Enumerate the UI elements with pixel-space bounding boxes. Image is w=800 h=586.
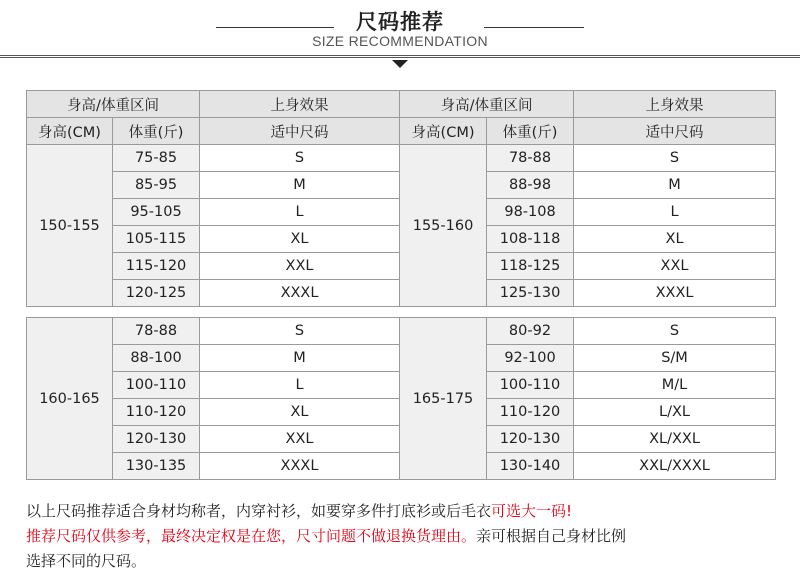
header-cell: 上身效果 [200,91,400,118]
divider-rule [0,57,800,58]
size-cell: S [574,145,776,172]
weight-cell: 108-118 [487,226,574,253]
weight-cell: 120-130 [113,426,200,453]
header-cell: 体重(斤) [487,118,574,145]
weight-cell: 88-100 [113,345,200,372]
note-text: 以上尺码推荐适合身材均称者，内穿衬衫，如要穿多件打底衫或后毛衣 [26,502,492,520]
height-range-cell: 160-165 [27,318,113,480]
weight-cell: 88-98 [487,172,574,199]
weight-cell: 120-130 [487,426,574,453]
weight-cell: 115-120 [113,253,200,280]
note-line [26,524,786,549]
weight-cell: 105-115 [113,226,200,253]
weight-cell: 85-95 [113,172,200,199]
size-cell: L [574,199,776,226]
size-cell: M [574,172,776,199]
weight-cell: 92-100 [487,345,574,372]
size-cell: S [200,145,400,172]
weight-cell: 100-110 [487,372,574,399]
size-cell: XXL/XXXL [574,453,776,480]
header-cell: 身高(CM) [27,118,113,145]
size-cell: XL [574,226,776,253]
weight-cell: 75-85 [113,145,200,172]
weight-cell: 130-135 [113,453,200,480]
size-cell: L/XL [574,399,776,426]
table-row [27,318,776,345]
size-cell: M/L [574,372,776,399]
arrow-down-icon [392,60,408,68]
table-row [27,145,776,172]
note-text: 亲可根据自己身材比例 [476,527,627,545]
note-highlight: 推荐尺码仅供参考，最终决定权是在您，尺寸问题不做退换货理由。 [26,527,477,545]
size-cell: L [200,372,400,399]
size-cell: XL [200,226,400,253]
header-cell: 身高(CM) [400,118,487,145]
divider-rule [0,55,800,56]
header-cell: 身高/体重区间 [27,91,200,118]
header-cell: 身高/体重区间 [400,91,574,118]
weight-cell: 78-88 [113,318,200,345]
size-cell: L [200,199,400,226]
weight-cell: 130-140 [487,453,574,480]
height-range-cell: 150-155 [27,145,113,307]
size-cell: XL/XXL [574,426,776,453]
header-cell: 体重(斤) [113,118,200,145]
size-cell: XXXL [200,280,400,307]
size-cell: XXL [200,426,400,453]
weight-cell: 95-105 [113,199,200,226]
weight-cell: 78-88 [487,145,574,172]
size-cell: S/M [574,345,776,372]
size-cell: M [200,172,400,199]
weight-cell: 110-120 [113,399,200,426]
size-cell: S [574,318,776,345]
note-text: 选择不同的尺码。 [26,552,147,570]
header-cell: 适中尺码 [200,118,400,145]
size-notes [26,499,786,574]
weight-cell: 125-130 [487,280,574,307]
size-cell: XL [200,399,400,426]
weight-cell: 118-125 [487,253,574,280]
table-header-row [27,91,776,118]
size-table-bottom [26,317,776,480]
size-cell: XXXL [574,280,776,307]
note-highlight: 可选大一码! [491,502,573,520]
page-subtitle: SIZE RECOMMENDATION [312,33,488,49]
weight-cell: 120-125 [113,280,200,307]
size-cell: S [200,318,400,345]
height-range-cell: 165-175 [400,318,487,480]
size-cell: XXL [574,253,776,280]
weight-cell: 100-110 [113,372,200,399]
weight-cell: 80-92 [487,318,574,345]
height-range-cell: 155-160 [400,145,487,307]
page-title: 尺码推荐 [356,10,444,34]
header-cell: 上身效果 [574,91,776,118]
size-cell: XXL [200,253,400,280]
header-cell: 适中尺码 [574,118,776,145]
weight-cell: 98-108 [487,199,574,226]
note-line [26,549,786,574]
size-cell: XXXL [200,453,400,480]
note-line [26,499,786,524]
weight-cell: 110-120 [487,399,574,426]
size-table-top [26,90,776,307]
size-cell: M [200,345,400,372]
table-header-row [27,118,776,145]
